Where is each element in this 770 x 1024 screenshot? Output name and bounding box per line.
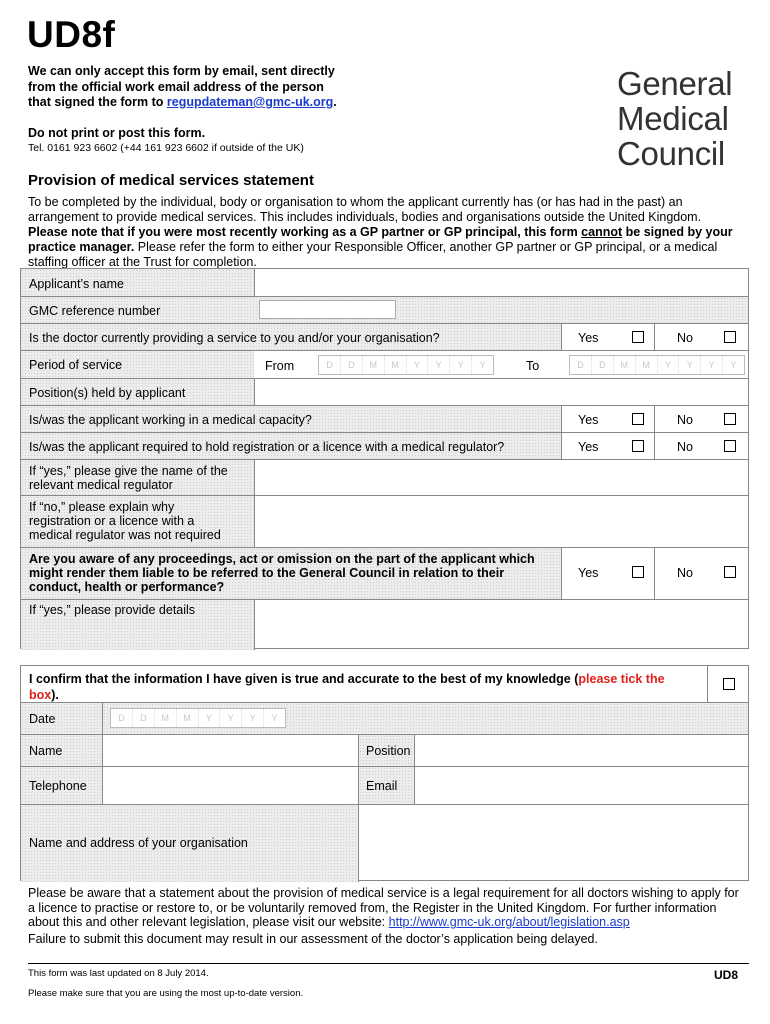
email-link[interactable]: regupdateman@gmc-uk.org: [166, 95, 334, 109]
do-not-print-notice: Do not print or post this form.: [28, 126, 206, 140]
up-to-date-notice: Please make sure that you are using the most up-to-date version.: [28, 988, 304, 999]
intro-line-1: We can only accept this form by email, sent directly: [28, 64, 335, 78]
registration-row: [21, 433, 748, 460]
name-input[interactable]: [102, 735, 358, 766]
confirm-checkbox[interactable]: [723, 678, 735, 690]
telephone-row: [21, 767, 748, 805]
applicant-name-label: Applicant’s name: [29, 277, 124, 291]
declaration-date-input[interactable]: D D M M Y Y Y Y: [110, 708, 286, 728]
name-label: Name: [29, 744, 63, 758]
yes-label: Yes: [578, 566, 599, 580]
proceedings-no-checkbox[interactable]: [724, 566, 736, 578]
positions-label: Position(s) held by applicant: [29, 386, 186, 400]
email-label: Email: [366, 779, 398, 793]
registration-no-checkbox[interactable]: [724, 440, 736, 452]
proceedings-question: Are you aware of any proceedings, act or omission on the part of the applicant which might render them liable to be referred to the General Council in relation to their conduct, health or performance?: [29, 552, 535, 594]
organisation-input[interactable]: [358, 805, 748, 882]
no-label: No: [677, 413, 693, 427]
no-registration-label: If “no,” please explain why registration or a licence with a medical regulator was not required: [29, 500, 221, 542]
intro-text: [28, 64, 408, 111]
position-input[interactable]: [414, 735, 748, 766]
currently-providing-row: [21, 324, 748, 351]
name-row: [21, 735, 748, 767]
medical-capacity-row: [21, 406, 748, 433]
to-label: To: [526, 359, 540, 373]
yes-label: Yes: [578, 413, 599, 427]
currently-providing-question: Is the doctor currently providing a service to you and/or your organisation?: [29, 331, 440, 345]
yes-label: Yes: [578, 440, 599, 454]
regulator-name-input[interactable]: [254, 460, 748, 495]
intro-line-3: that signed the form to: [28, 95, 167, 109]
desc-bold-2: be signed by your practice manager.: [28, 225, 733, 254]
confirm-red-text: please tick the: [578, 672, 665, 686]
logo-line-1: General: [617, 65, 733, 102]
website-link[interactable]: http://www.gmc-uk.org/about/legislation.asp: [388, 915, 630, 929]
footer-divider: [28, 963, 749, 964]
details-label: If “yes,” please provide details: [29, 603, 196, 617]
registration-question: Is/was the applicant required to hold registration or a licence with a medical regulator?: [29, 440, 505, 454]
section-title: Provision of medical services statement: [28, 172, 314, 189]
no-label: No: [677, 440, 693, 454]
currently-providing-no-checkbox[interactable]: [724, 331, 736, 343]
desc-cannot: cannot: [581, 225, 623, 239]
gmc-ref-input[interactable]: [259, 300, 396, 319]
telephone-info: Tel. 0161 923 6602 (+44 161 923 6602 if outside of the UK): [28, 142, 304, 154]
section-description: [28, 195, 744, 270]
footer-form-code: UD8: [714, 968, 739, 982]
organisation-label: Name and address of your organisation: [29, 836, 248, 850]
position-label: Position: [366, 744, 411, 758]
email-input[interactable]: [414, 767, 748, 804]
to-date-input[interactable]: D D M M Y Y Y Y: [569, 355, 745, 375]
intro-line-3-end: .: [333, 95, 337, 109]
service-table: [20, 268, 749, 649]
period-row: [21, 351, 748, 379]
failure-notice: Failure to submit this document may result in our assessment of the doctor’s application being delayed.: [28, 932, 598, 946]
intro-line-2: from the official work email address of the person: [28, 79, 324, 94]
medical-capacity-question: Is/was the applicant working in a medical capacity?: [29, 413, 312, 427]
positions-input[interactable]: [254, 379, 748, 405]
declaration-table: [20, 665, 749, 881]
medical-capacity-yes-checkbox[interactable]: [632, 413, 644, 425]
proceedings-yes-checkbox[interactable]: [632, 566, 644, 578]
positions-row: [21, 379, 748, 406]
applicant-name-row: [21, 269, 748, 297]
desc-bold-1: Please note that if you were most recently working as a GP partner or GP principal, this form: [28, 225, 582, 239]
applicant-name-input[interactable]: [254, 269, 748, 296]
logo-line-2: Medical: [617, 100, 729, 137]
registration-yes-checkbox[interactable]: [632, 440, 644, 452]
yes-label: Yes: [578, 331, 599, 345]
confirm-text: I confirm that the information I have given is true and accurate to the best of my knowledge (please tick the box).: [29, 672, 665, 702]
telephone-input[interactable]: [102, 767, 358, 804]
last-updated: This form was last updated on 8 July 2014.: [28, 968, 209, 979]
logo-line-3: Council: [617, 135, 725, 172]
confirm-row: [21, 666, 748, 703]
from-date-input[interactable]: D D M M Y Y Y Y: [318, 355, 494, 375]
no-label: No: [677, 566, 693, 580]
details-input[interactable]: [254, 600, 748, 650]
no-registration-row: [21, 496, 748, 548]
date-label: Date: [29, 712, 56, 726]
currently-providing-yes-checkbox[interactable]: [632, 331, 644, 343]
legal-notice: Please be aware that a statement about the provision of medical service is a legal requirement for all doctors wishing to apply for a licence to practise or restore to, or be voluntarily removed from, the Register in the United Kingdom. For further information about this and other relevant legislation, please visit our website: http://www.gmc-uk.org/about/legislation.asp: [28, 886, 739, 929]
date-row: [21, 703, 748, 735]
desc-part-1: To be completed by the individual, body or organisation to whom the applicant currently has (or has had in the past) an arrangement to provide medical services. This includes individuals, bodies and organisations outside the United Kingdom.: [28, 195, 702, 224]
regulator-name-row: [21, 460, 748, 496]
no-registration-input[interactable]: [254, 496, 748, 547]
form-code: UD8f: [27, 14, 116, 55]
medical-capacity-no-checkbox[interactable]: [724, 413, 736, 425]
gmc-ref-label: GMC reference number: [29, 304, 161, 318]
gmc-ref-row: [21, 297, 748, 324]
telephone-label: Telephone: [29, 779, 87, 793]
details-row: [21, 600, 748, 650]
desc-part-2: Please refer the form to either your Responsible Officer, another GP partner or GP principal, or a medical staffing officer at the Trust for completion.: [28, 240, 718, 269]
period-label: Period of service: [29, 358, 123, 372]
organisation-row: [21, 805, 748, 882]
regulator-name-label: If “yes,” please give the name of the relevant medical regulator: [29, 464, 228, 492]
no-label: No: [677, 331, 693, 345]
proceedings-row: [21, 548, 748, 600]
gmc-logo: [617, 66, 732, 171]
from-label: From: [265, 359, 295, 373]
